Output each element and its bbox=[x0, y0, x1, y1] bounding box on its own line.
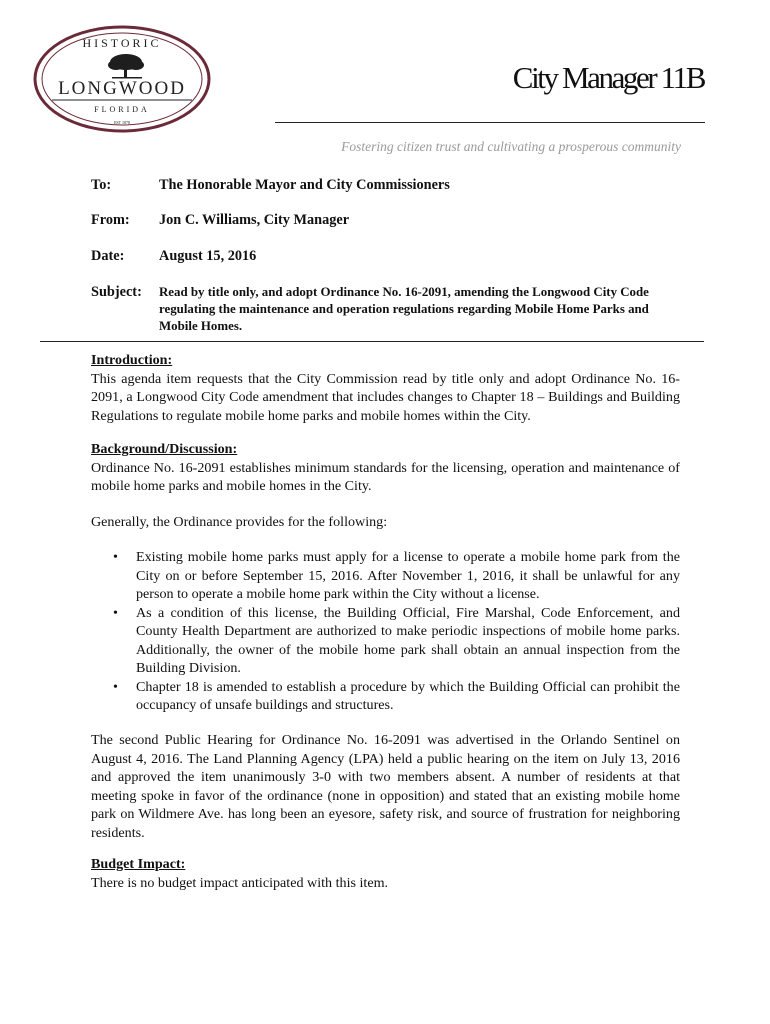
from-value: Jon C. Williams, City Manager bbox=[159, 212, 350, 228]
list-item-text: As a condition of this license, the Building Official, Fire Marshal, Code Enforcement, and County Health Department are authorized to make periodic inspections of mobile home parks. Additionally, the owner of the mobile home park shall obtain an annual inspection from the Building Division. bbox=[136, 604, 680, 676]
date-label: Date: bbox=[91, 248, 125, 264]
list-item bbox=[91, 548, 680, 604]
to-value: The Honorable Mayor and City Commissioners bbox=[159, 177, 450, 193]
background-paragraph-3: The second Public Hearing for Ordinance No. 16-2091 was advertised in the Orlando Sentinel on August 4, 2016. The Land Planning Agency (LPA) held a public hearing on the item on July 13, 2016 and approved the item unanimously 3-0 with two members absent. A number of residents at that meeting spoke in favor of the ordinance (none in opposition) and stated that an existing mobile home park on Wildmere Ave. has long been an eyesore, safety risk, and source of frustration for neighboring residents. bbox=[91, 732, 680, 841]
background-section bbox=[91, 440, 680, 496]
city-logo bbox=[32, 24, 212, 134]
logo-main-text: LONGWOOD bbox=[58, 78, 186, 99]
title-divider bbox=[275, 122, 705, 123]
budget-section bbox=[91, 855, 680, 892]
list-item bbox=[91, 678, 680, 715]
header-divider bbox=[40, 341, 704, 342]
budget-heading: Budget Impact: bbox=[91, 856, 186, 872]
list-item-text: Chapter 18 is amended to establish a procedure by which the Building Official can prohibit the occupancy of unsafe buildings and structures. bbox=[136, 678, 680, 713]
ordinance-provisions-list bbox=[91, 548, 680, 715]
list-item-text: Existing mobile home parks must apply for a license to operate a mobile home park from the City on or before September 15, 2016. After November 1, 2016, it shall be unlawful for any person to operate a mobile home park within the City without a license. bbox=[136, 549, 680, 602]
background-paragraph-2: Generally, the Ordinance provides for the following: bbox=[91, 514, 388, 530]
to-label: To: bbox=[91, 177, 112, 193]
background-paragraph-3-block bbox=[91, 731, 680, 842]
background-heading: Background/Discussion: bbox=[91, 441, 238, 457]
logo-state-text: FLORIDA bbox=[94, 105, 150, 114]
introduction-text: This agenda item requests that the City Commission read by title only and adopt Ordinance No. 16-2091, a Longwood City Code amendment that includes changes to Chapter 18 – Buildings and Building Regulations to regulate mobile home parks and mobile homes within the City. bbox=[91, 370, 680, 424]
background-paragraph-1: Ordinance No. 16-2091 establishes minimum standards for the licensing, operation and maintenance of mobile home parks and mobile homes in the City. bbox=[91, 459, 680, 494]
introduction-heading: Introduction: bbox=[91, 352, 173, 368]
background-paragraph-2-block bbox=[91, 513, 680, 532]
budget-text: There is no budget impact anticipated with this item. bbox=[91, 874, 389, 891]
document-title: City Manager 11B bbox=[512, 60, 704, 95]
bullet-icon: • bbox=[113, 604, 118, 621]
from-label: From: bbox=[91, 212, 130, 228]
date-value: August 15, 2016 bbox=[159, 248, 257, 264]
subject-label: Subject: bbox=[91, 284, 142, 300]
list-item bbox=[91, 604, 680, 678]
logo-est-text: EST 1878 bbox=[113, 120, 131, 125]
introduction-section bbox=[91, 351, 680, 425]
subject-value: Read by title only, and adopt Ordinance No. 16-2091, amending the Longwood City Code regulating the maintenance and operation regulations regarding Mobile Home Parks and Mobile Homes. bbox=[159, 285, 649, 333]
bullet-icon: • bbox=[113, 549, 118, 565]
city-tagline: Fostering citizen trust and cultivating a prosperous community bbox=[341, 139, 681, 154]
logo-top-text: HISTORIC bbox=[82, 36, 162, 50]
bullet-icon: • bbox=[113, 678, 118, 695]
